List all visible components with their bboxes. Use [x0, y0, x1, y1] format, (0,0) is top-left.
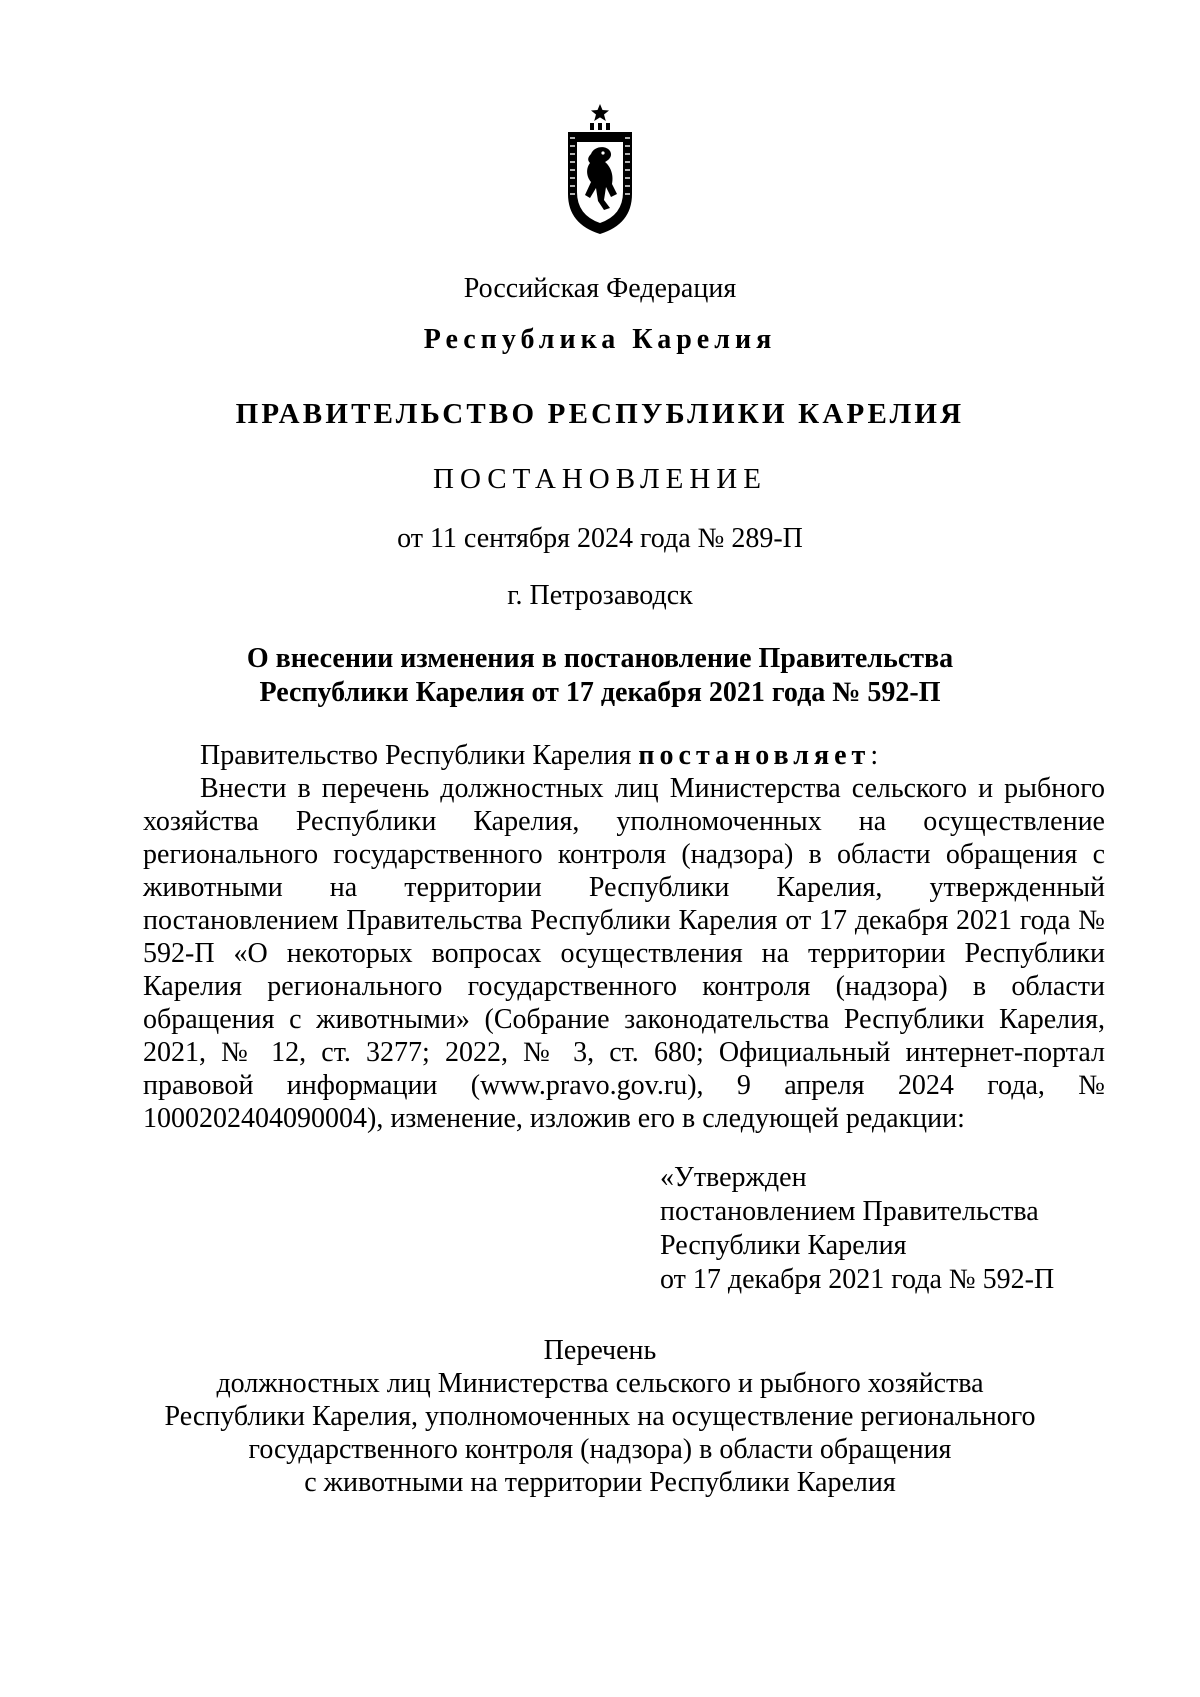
decree-date-number: от 11 сентября 2024 года № 289-П — [397, 523, 803, 554]
list-title-line-1: Перечень — [543, 1335, 657, 1366]
approval-block — [660, 1161, 1054, 1297]
subject-line-2: Республики Карелия от 17 декабря 2021 года № 592-П — [259, 677, 941, 708]
karelia-coat-of-arms-icon — [564, 102, 636, 236]
approval-line-2: постановлением Правительства — [660, 1196, 1039, 1227]
republic-name: Республика Карелия — [423, 324, 777, 355]
main-paragraph: Внести в перечень должностных лиц Министерства сельского и рыбного хозяйства Республики Карелия, уполномоченных на осуществление регионального государственного контроля (надзора) в области обращения с животными на территории Республики Карелия, утвержденный постановлением Правительства Республики Карелия от 17 декабря 2021 года № 592-П «О некоторых вопросах осуществления на территории Республики Карелия регионального государственного контроля (надзора) в области обращения с животными» (Собрание законодательства Республики Карелия, 2021, № 12, ст. 3277; 2022, № 3, ст. 680; Официальный интернет-портал правовой информации (www.pravo.gov.ru), 9 апреля 2024 года, № 1000202404090004), изменение, изложив его в следующей редакции: — [143, 773, 1105, 1134]
subject-line-1: О внесении изменения в постановление Правительства — [246, 643, 954, 674]
decree-subject — [0, 642, 1200, 710]
approval-line-4: от 17 декабря 2021 года № 592-П — [660, 1264, 1055, 1295]
list-title-line-5: с животными на территории Республики Карелия — [304, 1467, 896, 1498]
approval-line-1: «Утвержден — [660, 1162, 807, 1193]
intro-verb: постановляет — [638, 740, 871, 771]
intro-line — [143, 739, 1105, 772]
country-name: Российская Федерация — [463, 273, 737, 304]
decree-type: ПОСТАНОВЛЕНИЕ — [433, 463, 767, 495]
intro-end: : — [870, 740, 879, 771]
approval-line-3: Республики Карелия — [660, 1230, 907, 1261]
list-title — [0, 1334, 1200, 1499]
intro-text: Правительство Республики Карелия — [200, 740, 639, 771]
decree-city: г. Петрозаводск — [507, 580, 693, 611]
list-title-line-2: должностных лиц Министерства сельского и рыбного хозяйства — [216, 1368, 984, 1399]
list-title-line-3: Республики Карелия, уполномоченных на осуществление регионального — [164, 1401, 1036, 1432]
government-name: ПРАВИТЕЛЬСТВО РЕСПУБЛИКИ КАРЕЛИЯ — [235, 398, 965, 430]
list-title-line-4: государственного контроля (надзора) в области обращения — [248, 1434, 952, 1465]
